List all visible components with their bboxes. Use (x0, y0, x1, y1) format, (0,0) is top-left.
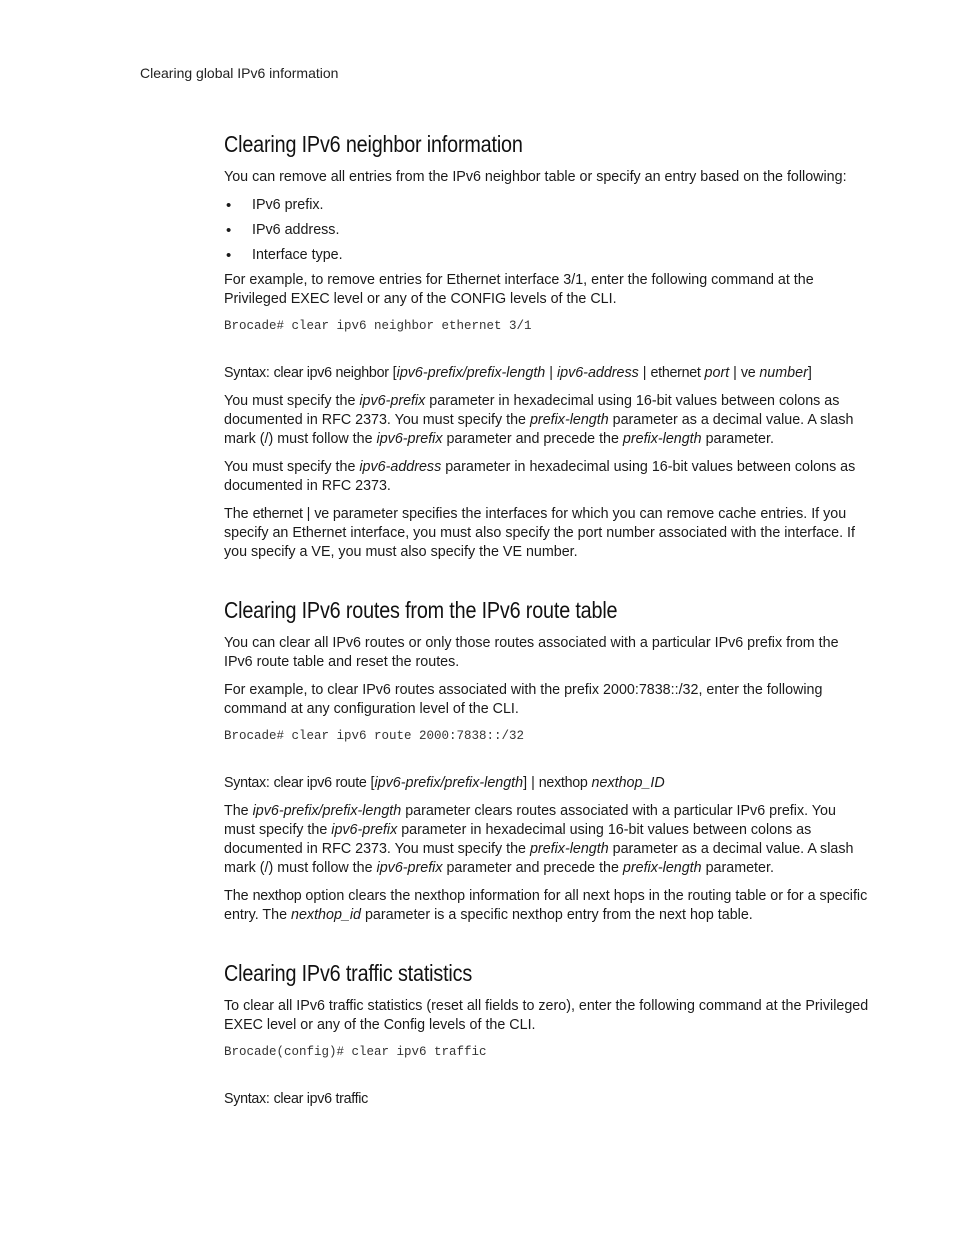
syntax-keyword: ve (740, 365, 756, 381)
text-run: parameter clears routes associated with a particular IPv6 prefix. You must specify the (224, 803, 836, 838)
traffic-syntax (224, 1090, 869, 1109)
param-name: ipv6-prefix/prefix-length (252, 803, 402, 819)
section-title-neighbor: Clearing IPv6 neighbor information (224, 131, 523, 157)
text-run: You must specify the (224, 393, 360, 409)
traffic-intro: To clear all IPv6 traffic statistics (reset all fields to zero), enter the following command at the Privileged EXEC level or any of the Config levels of the CLI. (224, 998, 869, 1033)
syntax-param: number (759, 365, 808, 381)
running-head: Clearing global IPv6 information (140, 65, 339, 81)
text-run: The (224, 803, 253, 819)
param-name: ipv6-prefix (359, 393, 426, 409)
neighbor-prefix-paragraph (224, 392, 869, 449)
param-name: ipv6-prefix (376, 431, 443, 447)
syntax-separator: | (531, 775, 535, 791)
section-title-routes: Clearing IPv6 routes from the IPv6 route table (224, 597, 618, 623)
param-name: prefix-length (529, 841, 609, 857)
text-run: The (224, 888, 253, 904)
text-run: The (224, 506, 253, 522)
neighbor-intro: You can remove all entries from the IPv6 neighbor table or specify an entry based on the following: (224, 169, 847, 185)
param-name: ipv6-prefix (331, 822, 398, 838)
syntax-separator: | (642, 365, 647, 381)
param-name: nexthop_id (291, 907, 361, 923)
text-run: parameter. (701, 431, 774, 447)
text-run: parameter in hexadecimal using 16-bit values between colons as documented in RFC 2373. You must specify the (224, 393, 840, 428)
syntax-keyword: nexthop (538, 775, 588, 791)
syntax-param: nexthop_ID (591, 775, 665, 791)
syntax-bracket: ] (807, 365, 812, 381)
list-item: • Interface type. (224, 246, 869, 265)
neighbor-syntax (224, 364, 869, 383)
syntax-keyword: ethernet (650, 365, 701, 381)
routes-intro: You can clear all IPv6 routes or only those routes associated with a particular IPv6 prefix from the IPv6 route table and reset the routes. (224, 635, 839, 670)
list-item: • IPv6 prefix. (224, 196, 869, 215)
syntax-command: clear ipv6 route (273, 775, 367, 791)
text-run: parameter and precede the (442, 431, 623, 447)
syntax-param: port (704, 365, 730, 381)
routes-syntax (224, 774, 869, 793)
syntax-param: ipv6-prefix/prefix-length (396, 365, 546, 381)
syntax-command: clear ipv6 neighbor (273, 365, 389, 381)
syntax-bracket: ] (523, 775, 528, 791)
neighbor-interface-paragraph (224, 505, 869, 562)
text-run: parameter and precede the (442, 860, 623, 876)
keyword: nexthop (252, 888, 302, 904)
text-run: parameter is a specific nexthop entry from the next hop table. (361, 907, 753, 923)
param-name: ipv6-address (359, 459, 442, 475)
text-run: parameter specifies the interfaces for which you can remove cache entries. If you specify an Ethernet interface, you must also specify the port number associated with the interface. If you specify a VE, you must also specify the VE number. (224, 506, 855, 560)
page-content (224, 130, 869, 1118)
text-run: parameter. (701, 860, 774, 876)
syntax-command: clear ipv6 traffic (273, 1091, 369, 1107)
syntax-bracket: [ (392, 365, 397, 381)
routes-prefix-paragraph (224, 802, 869, 878)
syntax-param: ipv6-prefix/prefix-length (374, 775, 524, 791)
text-run: parameter in hexadecimal using 16-bit values between colons as documented in RFC 2373. (224, 459, 856, 494)
text-run: | (302, 506, 315, 522)
text-run: parameter as a decimal value. A slash mark (/) must follow the (224, 412, 854, 447)
syntax-label: Syntax: (224, 775, 270, 791)
neighbor-command: Brocade# clear ipv6 neighbor ethernet 3/1 (224, 319, 532, 333)
param-name: prefix-length (622, 431, 702, 447)
routes-example: For example, to clear IPv6 routes associated with the prefix 2000:7838::/32, enter the following command at any configuration level of the CLI. (224, 682, 823, 717)
text-run: You must specify the (224, 459, 360, 475)
text-run: option clears the nexthop information for all next hops in the routing table or for a specific entry. The (224, 888, 868, 923)
param-name: prefix-length (529, 412, 609, 428)
list-item: • IPv6 address. (224, 221, 869, 240)
routes-nexthop-paragraph (224, 887, 869, 925)
keyword: ethernet (252, 506, 303, 522)
syntax-param: ipv6-address (556, 365, 639, 381)
neighbor-example: For example, to remove entries for Ethernet interface 3/1, enter the following command at the Privileged EXEC level or any of the CONFIG levels of the CLI. (224, 272, 814, 307)
text-run: parameter as a decimal value. A slash mark (/) must follow the (224, 841, 854, 876)
text-run: parameter in hexadecimal using 16-bit values between colons as documented in RFC 2373. You must specify the (224, 822, 812, 857)
neighbor-bullet-list (224, 196, 869, 265)
routes-command: Brocade# clear ipv6 route 2000:7838::/32 (224, 729, 525, 743)
syntax-separator: | (549, 365, 553, 381)
param-name: prefix-length (622, 860, 702, 876)
syntax-bracket: [ (370, 775, 375, 791)
syntax-separator: | (733, 365, 737, 381)
param-name: ipv6-prefix (376, 860, 443, 876)
syntax-label: Syntax: (224, 365, 270, 381)
keyword: ve (314, 506, 329, 522)
syntax-label: Syntax: (224, 1091, 270, 1107)
section-title-traffic: Clearing IPv6 traffic statistics (224, 960, 473, 986)
traffic-command: Brocade(config)# clear ipv6 traffic (224, 1045, 487, 1059)
neighbor-address-paragraph (224, 458, 869, 496)
